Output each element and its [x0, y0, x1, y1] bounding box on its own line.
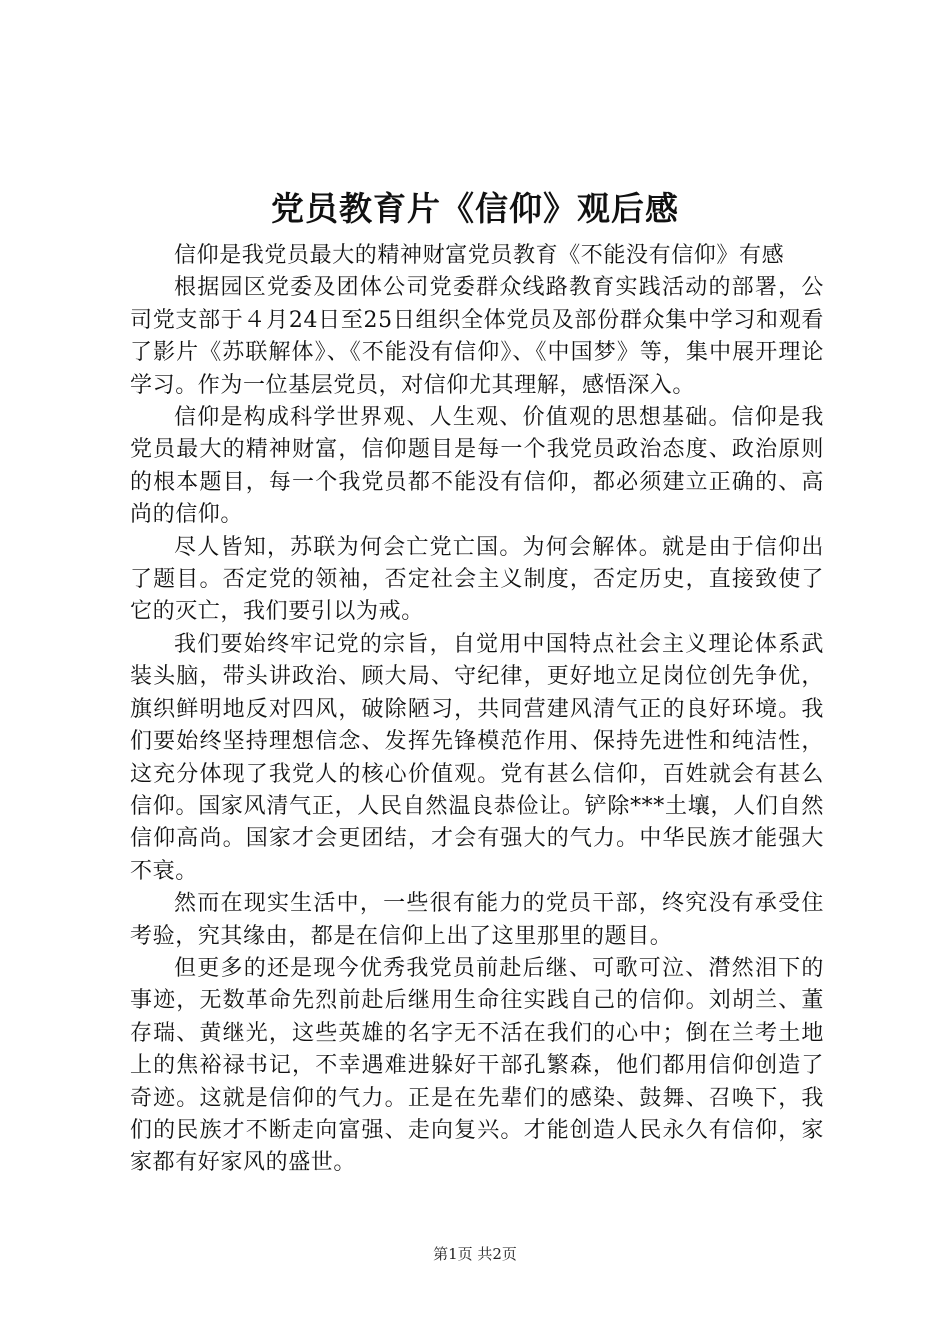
document-title: 党员教育片《信仰》观后感	[271, 189, 679, 228]
paragraph: 尽人皆知，苏联为何会亡党亡国。为何会解体。就是由于信仰出了题目。否定党的领袖，否定社会主义制度，否定历史，直接致使了它的灭亡，我们要引以为戒。	[130, 534, 824, 625]
paragraph: 然而在现实生活中，一些很有能力的党员干部，终究没有承受住考验，究其缘由，都是在信仰上出了这里那里的题目。	[130, 891, 824, 949]
paragraph: 信仰是我党员最大的精神财富党员教育《不能没有信仰》有感	[174, 243, 785, 268]
paragraph: 信仰是构成科学世界观、人生观、价值观的思想基础。信仰是我党员最大的精神财富，信仰题目是每一个我党员政治态度、政治原则的根本题目，每一个我党员都不能没有信仰，都必须建立正确的、高尚的信仰。	[130, 405, 824, 528]
page-footer: 第1页 共2页	[433, 1245, 517, 1263]
paragraph: 我们要始终牢记党的宗旨，自觉用中国特点社会主义理论体系武装头脑，带头讲政治、顾大局、守纪律，更好地立足岗位创先争优，旗织鲜明地反对四风，破除陋习，共同营建风清气正的良好环境。我们要始终坚持理想信念、发挥先锋模范作用、保持先进性和纯洁性，这充分体现了我党人的核心价值观。党有甚么信仰，百姓就会有甚么信仰。国家风清气正，人民自然温良恭俭让。铲除***土壤，人们自然信仰高尚。国家才会更团结，才会有强大的气力。中华民族才能强大不衰。	[130, 631, 824, 884]
paragraph: 但更多的还是现今优秀我党员前赴后继、可歌可泣、潸然泪下的事迹，无数革命先烈前赴后继用生命往实践自己的信仰。刘胡兰、董存瑞、黄继光，这些英雄的名字无不活在我们的心中；倒在兰考土地上的焦裕禄书记，不幸遇难进躲好干部孔繁森，他们都用信仰创造了奇迹。这就是信仰的气力。正是在先辈们的感染、鼓舞、召唤下，我们的民族才不断走向富强、走向复兴。才能创造人民永久有信仰，家家都有好家风的盛世。	[130, 955, 824, 1176]
paragraph: 根据园区党委及团体公司党委群众线路教育实践活动的部署，公司党支部于４月24日至25日组织全体党员及部份群众集中学习和观看了影片《苏联解体》、《不能没有信仰》、《中国梦》等，集中展开理论学习。作为一位基层党员，对信仰尤其理解，感悟深入。	[130, 275, 824, 398]
document-body	[130, 240, 824, 1180]
